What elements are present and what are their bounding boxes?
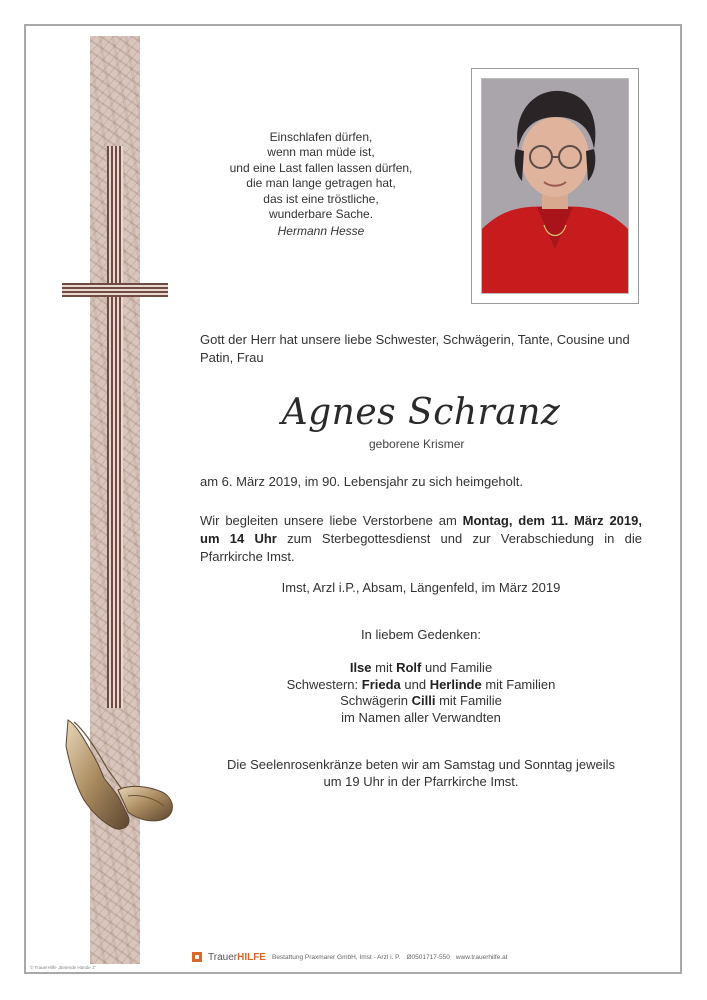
mourner-text: mit Familien	[481, 676, 556, 692]
trauerhilfe-logo-icon	[192, 952, 202, 962]
quote-author: Hermann Hesse	[277, 224, 365, 239]
footer-phone: Ø0501717-550	[406, 953, 450, 961]
mourner-name: Ilse	[349, 660, 372, 675]
mourner-text: mit	[371, 660, 397, 675]
rosary-line: Die Seelenrosenkränze beten wir am Samstag und Sonntag jeweils	[226, 757, 616, 772]
funeral-date-time: Montag, dem 11. März 2019, um 14 Uhr	[200, 513, 642, 546]
cross-horizontal-beam	[62, 283, 168, 297]
mourner-line: im Namen aller Verwandten	[341, 709, 501, 725]
memory-heading: In liebem Gedenken:	[361, 627, 481, 642]
footer-company: Bestattung Praxmarer GmbH, Imst - Arzl i. P.	[271, 953, 401, 961]
quote-line: wunderbare Sache.	[268, 207, 374, 222]
mourner-text: mit Familie	[435, 693, 502, 708]
quote-line: wenn man müde ist,	[267, 145, 375, 160]
mourner-name: Rolf	[396, 660, 422, 675]
footer-url[interactable]: www.trauerhilfe.at	[455, 953, 508, 961]
portrait-frame	[471, 68, 639, 304]
copyright-note: © TrauerHilfe „Betende Hände 1"	[30, 965, 96, 970]
footer-logo-part: Trauer	[208, 951, 238, 963]
quote-line: Einschlafen dürfen,	[269, 130, 373, 144]
mourner-line	[200, 693, 642, 710]
mourner-name: Cilli	[411, 693, 436, 708]
mourner-line	[200, 677, 642, 694]
funeral-text-pre: Wir begleiten unsere liebe Verstorbene am	[200, 513, 463, 528]
place-date: Imst, Arzl i.P., Absam, Längenfeld, im März 2019	[281, 580, 561, 595]
footer-logo	[208, 952, 266, 963]
death-date-text: am 6. März 2019, im 90. Lebensjahr zu sich heimgeholt.	[200, 474, 524, 489]
quote-line: und eine Last fallen lassen dürfen,	[229, 160, 413, 175]
footer-logo-accent: HILFE	[237, 951, 266, 963]
mourner-text: und Familie	[421, 660, 493, 675]
cross-vertical-beam	[107, 146, 123, 708]
rosary-text	[200, 756, 642, 790]
portrait-image	[482, 79, 628, 293]
quote-line: das ist eine tröstliche,	[263, 191, 379, 206]
mourner-text: und	[400, 676, 430, 692]
mourner-line	[200, 660, 642, 677]
maiden-name: geborene Krismer	[369, 437, 465, 451]
mourner-text: Schwägerin	[340, 693, 412, 708]
intro-text: Gott der Herr hat unsere liebe Schwester, Schwägerin, Tante, Cousine und Patin, Frau	[200, 332, 630, 365]
quote-block	[226, 130, 416, 240]
praying-hands-icon	[58, 716, 180, 836]
mourners-list	[200, 660, 642, 726]
rosary-line: um 19 Uhr in der Pfarrkirche Imst.	[323, 774, 519, 789]
funeral-text	[200, 512, 642, 566]
mourner-text: Schwestern:	[286, 676, 362, 692]
quote-line: die man lange getragen hat,	[246, 176, 396, 191]
deceased-name: Agnes Schranz	[281, 392, 561, 433]
mourner-name: Frieda	[361, 676, 401, 692]
footer	[192, 950, 508, 964]
portrait-photo	[481, 78, 629, 294]
mourner-name: Herlinde	[429, 676, 482, 692]
funeral-text-post: zum Sterbegottesdienst und zur Verabschiedung in die Pfarrkirche Imst.	[200, 531, 642, 564]
